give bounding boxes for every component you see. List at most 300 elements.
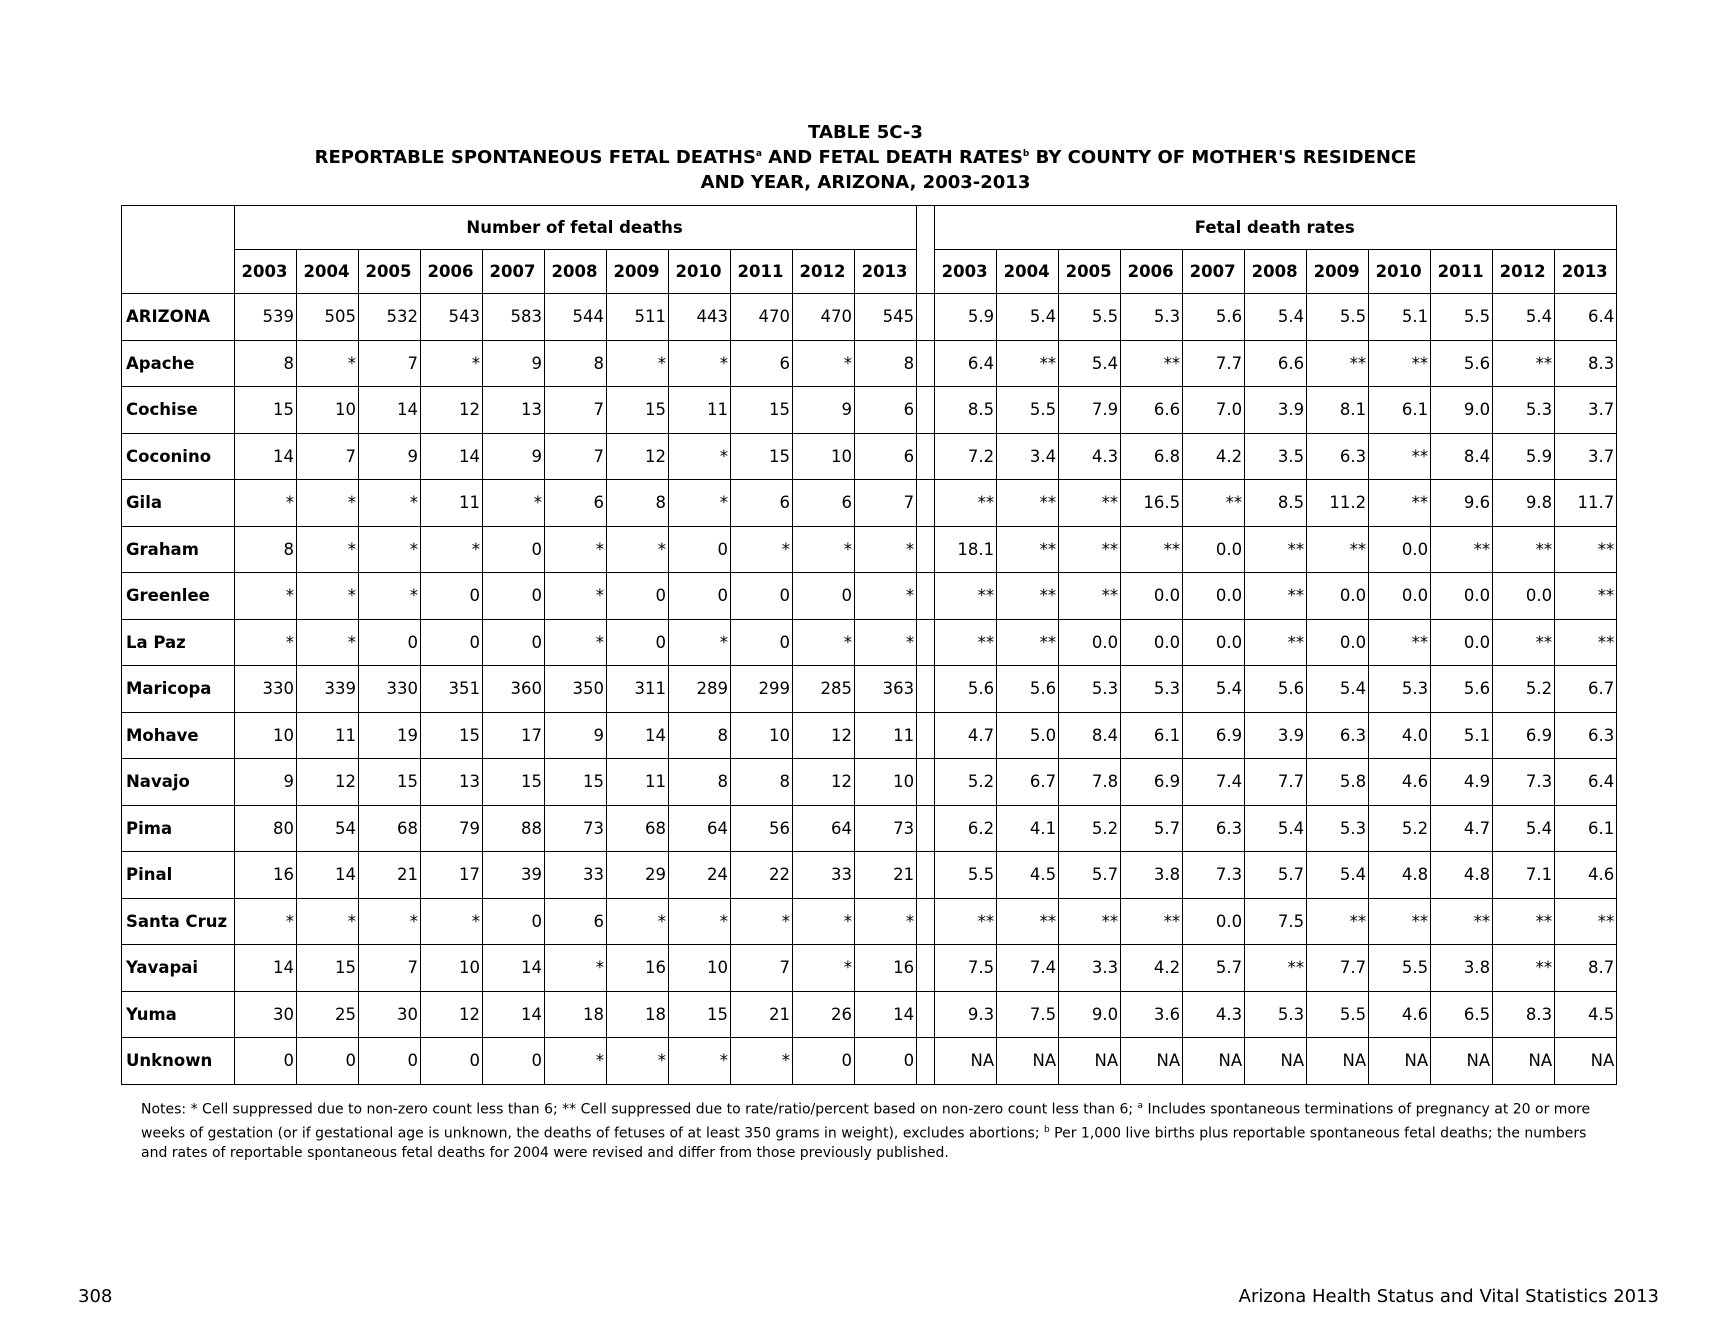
count-cell: 350 <box>545 666 607 713</box>
count-cell: 14 <box>359 387 421 434</box>
table-row <box>122 340 1617 387</box>
count-cell: * <box>297 619 359 666</box>
count-cell: 470 <box>731 294 793 341</box>
rate-cell: 5.4 <box>1493 805 1555 852</box>
table-row <box>122 759 1617 806</box>
county-name: Unknown <box>122 1038 235 1085</box>
rate-cell: 5.5 <box>1431 294 1493 341</box>
count-cell: 24 <box>669 852 731 899</box>
count-cell: 14 <box>421 433 483 480</box>
rate-cell: 7.0 <box>1183 387 1245 434</box>
count-cell: 8 <box>235 340 297 387</box>
county-name: Gila <box>122 480 235 527</box>
rate-cell: ** <box>997 619 1059 666</box>
rate-cell: 4.1 <box>997 805 1059 852</box>
rate-cell: NA <box>997 1038 1059 1085</box>
rate-cell: ** <box>1059 573 1121 620</box>
count-cell: * <box>669 340 731 387</box>
count-cell: 360 <box>483 666 545 713</box>
count-cell: 30 <box>235 991 297 1038</box>
rate-cell: 3.7 <box>1555 387 1617 434</box>
title-line-2b: AND FETAL DEATH RATES <box>762 147 1023 168</box>
count-cell: * <box>731 1038 793 1085</box>
count-cell: 14 <box>483 945 545 992</box>
count-cell: 0 <box>607 573 669 620</box>
counts-year-header: 2011 <box>731 250 793 294</box>
column-gap <box>917 526 935 573</box>
publication-title: Arizona Health Status and Vital Statistics 2013 <box>1238 1286 1659 1307</box>
rate-cell: 8.4 <box>1059 712 1121 759</box>
counts-year-header: 2003 <box>235 250 297 294</box>
count-cell: 11 <box>297 712 359 759</box>
count-cell: 73 <box>855 805 917 852</box>
rate-cell: 3.9 <box>1245 712 1307 759</box>
rate-cell: ** <box>1121 526 1183 573</box>
column-gap <box>917 852 935 899</box>
count-cell: * <box>421 898 483 945</box>
count-cell: 9 <box>545 712 607 759</box>
count-cell: 14 <box>297 852 359 899</box>
rate-cell: 11.7 <box>1555 480 1617 527</box>
count-cell: 64 <box>669 805 731 852</box>
count-cell: 7 <box>855 480 917 527</box>
count-cell: 14 <box>235 433 297 480</box>
rate-cell: ** <box>1555 573 1617 620</box>
notes-part-3: Per 1,000 live births plus reportable spontaneous fetal deaths; the numbers and rates of reportable spontaneous fetal deaths for 2004 were revised and differ from those previously published. <box>141 1125 1587 1162</box>
count-cell: 0 <box>483 898 545 945</box>
rate-cell: ** <box>1369 898 1431 945</box>
rate-cell: ** <box>997 898 1059 945</box>
count-cell: 6 <box>731 480 793 527</box>
count-cell: 539 <box>235 294 297 341</box>
table-row <box>122 712 1617 759</box>
count-cell: * <box>607 526 669 573</box>
rate-cell: 4.0 <box>1369 712 1431 759</box>
count-cell: * <box>545 526 607 573</box>
rate-cell: ** <box>1059 898 1121 945</box>
count-cell: 9 <box>483 433 545 480</box>
rate-cell: 5.1 <box>1431 712 1493 759</box>
rate-cell: ** <box>997 480 1059 527</box>
table-row <box>122 991 1617 1038</box>
count-cell: 33 <box>793 852 855 899</box>
rate-cell: 5.7 <box>1245 852 1307 899</box>
count-cell: * <box>855 898 917 945</box>
counts-year-header: 2006 <box>421 250 483 294</box>
count-cell: 15 <box>297 945 359 992</box>
rate-cell: 0.0 <box>1431 619 1493 666</box>
count-cell: 0 <box>483 1038 545 1085</box>
count-cell: * <box>793 526 855 573</box>
rate-cell: 7.1 <box>1493 852 1555 899</box>
table-row <box>122 387 1617 434</box>
count-cell: * <box>545 945 607 992</box>
rate-cell: ** <box>997 340 1059 387</box>
rate-cell: 7.4 <box>1183 759 1245 806</box>
title-line-2a: REPORTABLE SPONTANEOUS FETAL DEATHS <box>314 147 756 168</box>
count-cell: * <box>669 898 731 945</box>
rate-cell: ** <box>935 480 997 527</box>
county-name: Pinal <box>122 852 235 899</box>
count-cell: * <box>421 340 483 387</box>
rate-cell: 4.5 <box>1555 991 1617 1038</box>
rate-cell: 6.1 <box>1369 387 1431 434</box>
count-cell: 6 <box>855 433 917 480</box>
table-row <box>122 852 1617 899</box>
county-header-cell <box>122 206 235 294</box>
count-cell: 285 <box>793 666 855 713</box>
rate-cell: NA <box>1059 1038 1121 1085</box>
rate-cell: 9.8 <box>1493 480 1555 527</box>
count-cell: * <box>235 480 297 527</box>
column-gap <box>917 945 935 992</box>
year-header-row <box>122 250 1617 294</box>
count-cell: 10 <box>235 712 297 759</box>
count-cell: 8 <box>235 526 297 573</box>
count-cell: * <box>235 573 297 620</box>
count-cell: 330 <box>235 666 297 713</box>
rate-cell: ** <box>1307 340 1369 387</box>
count-cell: * <box>669 433 731 480</box>
column-gap <box>917 759 935 806</box>
count-cell: 8 <box>669 759 731 806</box>
rate-cell: ** <box>935 573 997 620</box>
column-gap <box>917 1038 935 1085</box>
count-cell: 8 <box>731 759 793 806</box>
rate-cell: 3.6 <box>1121 991 1183 1038</box>
notes-sup-a: a <box>1137 1101 1144 1111</box>
county-name: ARIZONA <box>122 294 235 341</box>
count-cell: 15 <box>235 387 297 434</box>
rate-cell: 7.7 <box>1307 945 1369 992</box>
count-cell: 39 <box>483 852 545 899</box>
rate-cell: 6.4 <box>1555 294 1617 341</box>
table-row <box>122 619 1617 666</box>
rate-cell: ** <box>1307 526 1369 573</box>
count-cell: 73 <box>545 805 607 852</box>
count-cell: 64 <box>793 805 855 852</box>
rate-cell: 5.1 <box>1369 294 1431 341</box>
count-cell: 18 <box>545 991 607 1038</box>
rate-cell: ** <box>1555 619 1617 666</box>
rates-year-header: 2013 <box>1555 250 1617 294</box>
rate-cell: 5.6 <box>1431 340 1493 387</box>
count-cell: 299 <box>731 666 793 713</box>
counts-year-header: 2008 <box>545 250 607 294</box>
counts-year-header: 2004 <box>297 250 359 294</box>
rate-cell: 3.8 <box>1431 945 1493 992</box>
rate-cell: 5.0 <box>997 712 1059 759</box>
rate-cell: ** <box>1245 619 1307 666</box>
rate-cell: 0.0 <box>1431 573 1493 620</box>
county-name: Maricopa <box>122 666 235 713</box>
rates-year-header: 2009 <box>1307 250 1369 294</box>
count-cell: 15 <box>669 991 731 1038</box>
count-cell: 545 <box>855 294 917 341</box>
rate-cell: 3.9 <box>1245 387 1307 434</box>
count-cell: 0 <box>297 1038 359 1085</box>
footnote-a-marker: a <box>755 149 762 159</box>
rates-year-header: 2008 <box>1245 250 1307 294</box>
count-cell: 12 <box>793 759 855 806</box>
count-cell: 6 <box>545 898 607 945</box>
rate-cell: 4.6 <box>1369 991 1431 1038</box>
count-cell: 9 <box>793 387 855 434</box>
rate-cell: 5.4 <box>997 294 1059 341</box>
rate-cell: 7.5 <box>935 945 997 992</box>
count-cell: 0 <box>421 619 483 666</box>
rate-cell: NA <box>1431 1038 1493 1085</box>
county-name: Yavapai <box>122 945 235 992</box>
page-number: 308 <box>78 1286 113 1307</box>
count-cell: * <box>855 619 917 666</box>
count-cell: 0 <box>421 573 483 620</box>
count-cell: 7 <box>359 340 421 387</box>
rate-cell: ** <box>1121 898 1183 945</box>
count-cell: 15 <box>483 759 545 806</box>
rate-cell: 5.7 <box>1059 852 1121 899</box>
counts-group-header: Number of fetal deaths <box>235 206 917 250</box>
rate-cell: 5.4 <box>1493 294 1555 341</box>
count-cell: 7 <box>731 945 793 992</box>
count-cell: 544 <box>545 294 607 341</box>
rate-cell: 7.3 <box>1493 759 1555 806</box>
rates-year-header: 2012 <box>1493 250 1555 294</box>
rate-cell: 8.4 <box>1431 433 1493 480</box>
title-line-2 <box>0 145 1731 170</box>
column-gap <box>917 991 935 1038</box>
rate-cell: ** <box>1493 526 1555 573</box>
count-cell: 0 <box>483 573 545 620</box>
rate-cell: 6.5 <box>1431 991 1493 1038</box>
count-cell: * <box>669 619 731 666</box>
rate-cell: 4.8 <box>1431 852 1493 899</box>
counts-year-header: 2007 <box>483 250 545 294</box>
count-cell: 18 <box>607 991 669 1038</box>
count-cell: 289 <box>669 666 731 713</box>
rate-cell: ** <box>1369 480 1431 527</box>
rate-cell: 4.6 <box>1369 759 1431 806</box>
footnote-b-marker: b <box>1022 149 1030 159</box>
rate-cell: 9.6 <box>1431 480 1493 527</box>
rate-cell: ** <box>1493 340 1555 387</box>
rate-cell: 5.3 <box>1245 991 1307 1038</box>
count-cell: 68 <box>359 805 421 852</box>
rate-cell: 0.0 <box>1369 573 1431 620</box>
rate-cell: ** <box>1431 898 1493 945</box>
count-cell: * <box>793 898 855 945</box>
count-cell: 21 <box>855 852 917 899</box>
count-cell: 88 <box>483 805 545 852</box>
table-row <box>122 898 1617 945</box>
rate-cell: 0.0 <box>1369 526 1431 573</box>
rates-year-header: 2003 <box>935 250 997 294</box>
count-cell: 15 <box>359 759 421 806</box>
count-cell: 25 <box>297 991 359 1038</box>
count-cell: 14 <box>235 945 297 992</box>
column-gap <box>917 805 935 852</box>
rate-cell: 5.9 <box>1493 433 1555 480</box>
count-cell: 10 <box>793 433 855 480</box>
count-cell: 0 <box>483 619 545 666</box>
count-cell: 16 <box>235 852 297 899</box>
count-cell: * <box>235 619 297 666</box>
rate-cell: ** <box>1245 573 1307 620</box>
table-row <box>122 526 1617 573</box>
count-cell: 10 <box>297 387 359 434</box>
count-cell: * <box>297 340 359 387</box>
count-cell: * <box>793 340 855 387</box>
counts-year-header: 2013 <box>855 250 917 294</box>
rates-group-header: Fetal death rates <box>935 206 1617 250</box>
count-cell: * <box>545 1038 607 1085</box>
rate-cell: 6.3 <box>1307 712 1369 759</box>
rate-cell: ** <box>1059 526 1121 573</box>
rates-year-header: 2006 <box>1121 250 1183 294</box>
rate-cell: 16.5 <box>1121 480 1183 527</box>
rate-cell: 0.0 <box>1307 619 1369 666</box>
rate-cell: 5.9 <box>935 294 997 341</box>
rate-cell: 8.3 <box>1493 991 1555 1038</box>
count-cell: * <box>235 898 297 945</box>
rate-cell: 0.0 <box>1121 619 1183 666</box>
rate-cell: ** <box>935 619 997 666</box>
count-cell: * <box>607 898 669 945</box>
rate-cell: 4.3 <box>1183 991 1245 1038</box>
rate-cell: 5.5 <box>1369 945 1431 992</box>
count-cell: 29 <box>607 852 669 899</box>
rate-cell: ** <box>1183 480 1245 527</box>
rate-cell: 5.2 <box>1059 805 1121 852</box>
rate-cell: 7.5 <box>1245 898 1307 945</box>
rate-cell: 3.7 <box>1555 433 1617 480</box>
counts-year-header: 2010 <box>669 250 731 294</box>
count-cell: 543 <box>421 294 483 341</box>
count-cell: 9 <box>235 759 297 806</box>
count-cell: 16 <box>855 945 917 992</box>
rate-cell: 4.7 <box>935 712 997 759</box>
count-cell: 13 <box>421 759 483 806</box>
count-cell: 54 <box>297 805 359 852</box>
rate-cell: 6.3 <box>1183 805 1245 852</box>
county-name: Pima <box>122 805 235 852</box>
rate-cell: ** <box>1059 480 1121 527</box>
county-name: Santa Cruz <box>122 898 235 945</box>
rate-cell: 5.2 <box>1493 666 1555 713</box>
column-gap <box>917 206 935 294</box>
count-cell: * <box>545 573 607 620</box>
rate-cell: 9.3 <box>935 991 997 1038</box>
rate-cell: 5.4 <box>1307 852 1369 899</box>
county-name: Coconino <box>122 433 235 480</box>
rate-cell: 3.5 <box>1245 433 1307 480</box>
count-cell: 505 <box>297 294 359 341</box>
county-name: Apache <box>122 340 235 387</box>
rate-cell: 0.0 <box>1183 573 1245 620</box>
county-name: Yuma <box>122 991 235 1038</box>
rate-cell: 6.1 <box>1555 805 1617 852</box>
count-cell: * <box>359 573 421 620</box>
rate-cell: 18.1 <box>935 526 997 573</box>
count-cell: 7 <box>359 945 421 992</box>
rate-cell: 11.2 <box>1307 480 1369 527</box>
count-cell: 443 <box>669 294 731 341</box>
count-cell: 10 <box>855 759 917 806</box>
rate-cell: NA <box>1493 1038 1555 1085</box>
count-cell: 311 <box>607 666 669 713</box>
rate-cell: 6.9 <box>1121 759 1183 806</box>
rate-cell: 6.3 <box>1555 712 1617 759</box>
count-cell: 13 <box>483 387 545 434</box>
title-line-2c: BY COUNTY OF MOTHER'S RESIDENCE <box>1029 147 1417 168</box>
rate-cell: ** <box>1369 619 1431 666</box>
count-cell: * <box>359 898 421 945</box>
notes-part-2: Includes spontaneous terminations of pregnancy at 20 or more weeks of gestation (or if gestational age is unknown, the deaths of fetuses of at least 350 grams in weight), excludes abortions; <box>141 1101 1591 1142</box>
count-cell: 6 <box>545 480 607 527</box>
rate-cell: 9.0 <box>1059 991 1121 1038</box>
rate-cell: 8.3 <box>1555 340 1617 387</box>
rate-cell: 9.0 <box>1431 387 1493 434</box>
count-cell: 0 <box>731 619 793 666</box>
counts-year-header: 2012 <box>793 250 855 294</box>
count-cell: 6 <box>855 387 917 434</box>
count-cell: 8 <box>545 340 607 387</box>
count-cell: 0 <box>731 573 793 620</box>
rate-cell: 7.7 <box>1183 340 1245 387</box>
count-cell: 19 <box>359 712 421 759</box>
rate-cell: 6.9 <box>1493 712 1555 759</box>
count-cell: 10 <box>421 945 483 992</box>
rate-cell: 3.4 <box>997 433 1059 480</box>
counts-year-header: 2009 <box>607 250 669 294</box>
rate-cell: 5.6 <box>997 666 1059 713</box>
count-cell: 11 <box>607 759 669 806</box>
fetal-deaths-table <box>121 205 1617 1085</box>
rate-cell: 4.6 <box>1555 852 1617 899</box>
count-cell: 15 <box>731 433 793 480</box>
rate-cell: 7.3 <box>1183 852 1245 899</box>
rate-cell: 5.3 <box>1059 666 1121 713</box>
rate-cell: 5.5 <box>1307 294 1369 341</box>
rate-cell: 0.0 <box>1183 619 1245 666</box>
rate-cell: 0.0 <box>1183 526 1245 573</box>
count-cell: * <box>359 526 421 573</box>
rates-year-header: 2005 <box>1059 250 1121 294</box>
column-gap <box>917 387 935 434</box>
count-cell: 80 <box>235 805 297 852</box>
notes-part-1: Notes: * Cell suppressed due to non-zero count less than 6; ** Cell suppressed due to rate/ratio/percent based on non-zero count less than 6; <box>141 1101 1138 1118</box>
count-cell: 0 <box>607 619 669 666</box>
count-cell: * <box>731 526 793 573</box>
rate-cell: 0.0 <box>1493 573 1555 620</box>
column-gap <box>917 433 935 480</box>
count-cell: 21 <box>359 852 421 899</box>
rate-cell: ** <box>935 898 997 945</box>
count-cell: 15 <box>607 387 669 434</box>
count-cell: 21 <box>731 991 793 1038</box>
rate-cell: 6.6 <box>1121 387 1183 434</box>
county-name: Greenlee <box>122 573 235 620</box>
count-cell: 0 <box>793 1038 855 1085</box>
county-name: Navajo <box>122 759 235 806</box>
table-row <box>122 433 1617 480</box>
count-cell: 68 <box>607 805 669 852</box>
column-gap <box>917 480 935 527</box>
count-cell: 15 <box>421 712 483 759</box>
count-cell: * <box>669 480 731 527</box>
count-cell: 30 <box>359 991 421 1038</box>
count-cell: 470 <box>793 294 855 341</box>
